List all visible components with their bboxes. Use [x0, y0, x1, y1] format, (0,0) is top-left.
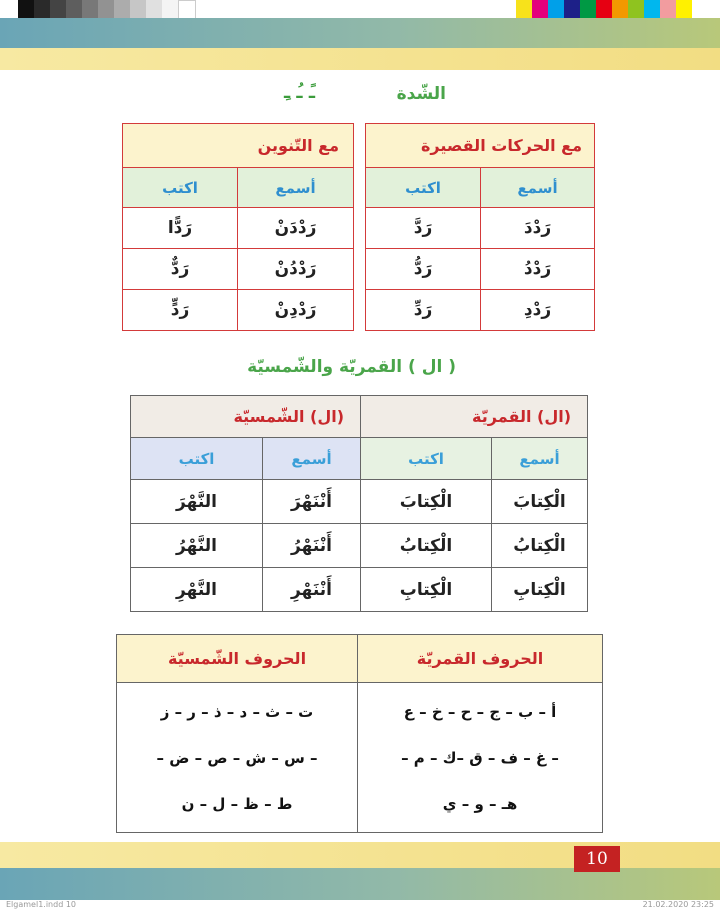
letters-line: هـ – و – ي: [442, 794, 518, 813]
tanween-header: مع التّنوين: [123, 124, 354, 168]
letters-line: ت – ث – د – ذ – ر – ز: [160, 702, 314, 721]
table-cell: أَنْنَهْرُ: [263, 524, 361, 568]
table-cell: رَدْدِنْ: [238, 290, 354, 331]
qamariya-header: (ال) القمريّة: [361, 396, 588, 438]
table-cell: أَنْنَهْرِ: [263, 568, 361, 612]
table-cell: رَدْدُنْ: [238, 249, 354, 290]
letters-line: ط – ظ – ل – ن: [181, 794, 293, 813]
letters-line: أ – ب – ج – ح – خ – ع: [403, 702, 557, 721]
listen-label: أسمع: [492, 438, 588, 480]
table-cell: الْكِتابَ: [492, 480, 588, 524]
shamsiya-header: (ال) الشّمسيّة: [131, 396, 361, 438]
table-cell: الْكِتابُ: [492, 524, 588, 568]
top-yellow-band: [0, 48, 720, 70]
table-cell: النَّهْرِ: [131, 568, 263, 612]
short-vowels-header: مع الحركات القصيرة: [366, 124, 595, 168]
table-cell: أَنْنَهْرَ: [263, 480, 361, 524]
short-vowels-table: [365, 123, 595, 331]
letters-line: – س – ش – ص – ض –: [156, 748, 318, 767]
table-cell: رَدَّ: [366, 208, 481, 249]
print-slug-right: 21.02.2020 23:25: [642, 900, 714, 909]
shadda-marks: ـً ـُ ـِ: [284, 82, 315, 103]
listen-label: أسمع: [238, 168, 354, 208]
bottom-decor-band: [0, 868, 720, 900]
listen-label: أسمع: [481, 168, 595, 208]
table-cell: النَّهْرُ: [131, 524, 263, 568]
table-cell: الْكِتابِ: [361, 568, 492, 612]
table-cell: رَدْدِ: [481, 290, 595, 331]
al-section-title: ( ال ) القمريّة والشّمسيّة: [247, 357, 456, 377]
print-slug-left: Elgamel1.indd 10: [6, 900, 76, 909]
letters-table: [116, 634, 603, 833]
letters-line: – غ – ف – ق –ك – م –: [401, 748, 559, 767]
listen-label: أسمع: [263, 438, 361, 480]
table-cell: رَدٍّ: [123, 290, 238, 331]
write-label: اكتب: [361, 438, 492, 480]
write-label: اكتب: [123, 168, 238, 208]
page-number: 10: [574, 846, 620, 872]
table-cell: رَدْدُ: [481, 249, 595, 290]
al-table: [130, 395, 588, 612]
qamari-letters-header: الحروف القمريّة: [358, 635, 603, 683]
table-cell: الْكِتابَ: [361, 480, 492, 524]
table-cell: رَدٌّ: [123, 249, 238, 290]
write-label: اكتب: [131, 438, 263, 480]
shadda-title: الشّدة: [396, 84, 446, 104]
table-cell: رَدُّ: [366, 249, 481, 290]
write-label: اكتب: [366, 168, 481, 208]
shamsi-letters-header: الحروف الشّمسيّة: [117, 635, 358, 683]
color-calibration-bar: [516, 0, 692, 18]
table-cell: رَدًّا: [123, 208, 238, 249]
table-cell: الْكِتابِ: [492, 568, 588, 612]
top-decor-band: [0, 18, 720, 48]
shamsi-letters-cell: [117, 683, 358, 833]
table-cell: رَدْدَ: [481, 208, 595, 249]
table-cell: رَدِّ: [366, 290, 481, 331]
grayscale-calibration-bar: [18, 0, 196, 18]
qamari-letters-cell: [358, 683, 603, 833]
table-cell: الْكِتابُ: [361, 524, 492, 568]
table-cell: رَدْدَنْ: [238, 208, 354, 249]
tanween-table: [122, 123, 354, 331]
table-cell: النَّهْرَ: [131, 480, 263, 524]
